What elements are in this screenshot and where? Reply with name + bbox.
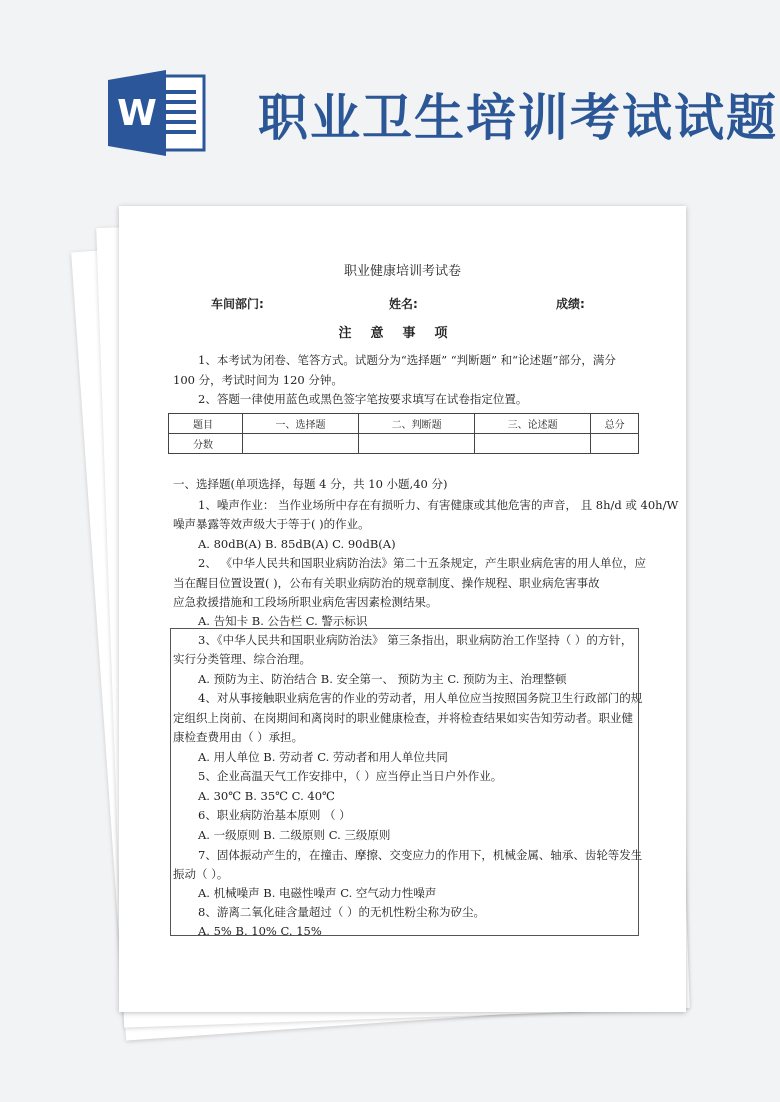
option-line: A. 30℃ B. 35℃ C. 40℃ bbox=[198, 789, 335, 803]
notice-heading: 注意事项 bbox=[338, 326, 467, 341]
option-line: A. 一级原则 B. 二级原则 C. 三级原则 bbox=[198, 828, 391, 842]
banner bbox=[0, 0, 780, 190]
score-table bbox=[168, 413, 639, 454]
question-line: 2、 《中华人民共和国职业病防治法》第二十五条规定，产生职业病危害的用人单位，应 bbox=[198, 556, 646, 570]
banner-title: 职业卫生培训考试试题 bbox=[258, 88, 778, 147]
dept-label: 车间部门: bbox=[211, 297, 264, 311]
question-line: 4、对从事接触职业病危害的作业的劳动者，用人单位应当按照国务院卫生行政部门的规 bbox=[198, 691, 643, 705]
option-line: A. 机械噪声 B. 电磁性噪声 C. 空气动力性噪声 bbox=[198, 886, 437, 900]
question-line: 8、游离二氧化硅含量超过（ ）的无机性粉尘称为矽尘。 bbox=[198, 905, 485, 919]
question-line: 1、噪声作业： 当作业场所中存在有损听力、有害健康或其他危害的声音， 且 8h/d 或 40h/W bbox=[198, 498, 679, 512]
score-table-header-row bbox=[169, 414, 639, 434]
score-cell[interactable] bbox=[243, 434, 359, 454]
question-line: 当在醒目位置设置( )，公布有关职业病防治的规章制度、操作规程、职业病危害事故 bbox=[173, 576, 600, 590]
score-cell[interactable] bbox=[591, 434, 639, 454]
table-row-label: 分数 bbox=[169, 434, 243, 454]
instruction-line: 1、本考试为闭卷、笔答方式。试题分为“选择题” “判断题” 和“论述题”部分，满分 bbox=[198, 353, 616, 367]
score-cell[interactable] bbox=[475, 434, 591, 454]
score-label: 成绩: bbox=[556, 297, 585, 311]
section-heading: 一、选择题(单项选择，每题 4 分，共 10 小题,40 分) bbox=[173, 477, 448, 491]
table-header-cell: 总分 bbox=[591, 414, 639, 434]
question-line: 6、职业病防治基本原则 （ ） bbox=[198, 808, 351, 822]
question-line: 5、企业高温天气工作安排中，（ ）应当停止当日户外作业。 bbox=[198, 769, 503, 783]
table-header-cell: 一、选择题 bbox=[243, 414, 359, 434]
table-header-cell: 二、判断题 bbox=[359, 414, 475, 434]
question-line: 康检查费用由（ ）承担。 bbox=[173, 730, 304, 744]
exam-page bbox=[119, 206, 686, 1012]
exam-title: 职业健康培训考试卷 bbox=[343, 264, 461, 279]
instruction-line: 100 分，考试时间为 120 分钟。 bbox=[173, 373, 343, 387]
instruction-line: 2、答题一律使用蓝色或黑色签字笔按要求填写在试卷指定位置。 bbox=[198, 392, 528, 406]
name-label: 姓名: bbox=[389, 297, 418, 311]
score-table-row bbox=[169, 434, 639, 454]
question-line: 3、《中华人民共和国职业病防治法》 第三条指出，职业病防治工作坚持（ ）的方针， bbox=[198, 633, 633, 647]
table-header-cell: 题目 bbox=[169, 414, 243, 434]
score-cell[interactable] bbox=[359, 434, 475, 454]
question-line: 实行分类管理、综合治理。 bbox=[173, 652, 311, 666]
question-line: 应急救援措施和工段场所职业病危害因素检测结果。 bbox=[173, 595, 438, 609]
option-line: A. 80dB(A) B. 85dB(A) C. 90dB(A) bbox=[198, 537, 396, 551]
option-line: A. 预防为主、防治结合 B. 安全第一、 预防为主 C. 预防为主、治理整顿 bbox=[198, 672, 567, 686]
word-icon-letter: W bbox=[117, 93, 157, 134]
question-line: 噪声暴露等效声级大于等于( )的作业。 bbox=[173, 517, 370, 531]
option-line: A. 告知卡 B. 公告栏 C. 警示标识 bbox=[198, 614, 368, 628]
option-line: A. 用人单位 B. 劳动者 C. 劳动者和用人单位共同 bbox=[198, 750, 448, 764]
option-line: A. 5% B. 10% C. 15% bbox=[198, 924, 322, 938]
table-header-cell: 三、论述题 bbox=[475, 414, 591, 434]
question-line: 振动（ ）。 bbox=[173, 867, 229, 881]
word-document-icon bbox=[108, 70, 208, 156]
question-line: 7、固体振动产生的，在撞击、摩擦、交变应力的作用下，机械金属、轴承、齿轮等发生 bbox=[198, 848, 643, 862]
question-line: 定组织上岗前、在岗期间和离岗时的职业健康检查，并将检查结果如实告知劳动者。职业健 bbox=[173, 711, 633, 725]
